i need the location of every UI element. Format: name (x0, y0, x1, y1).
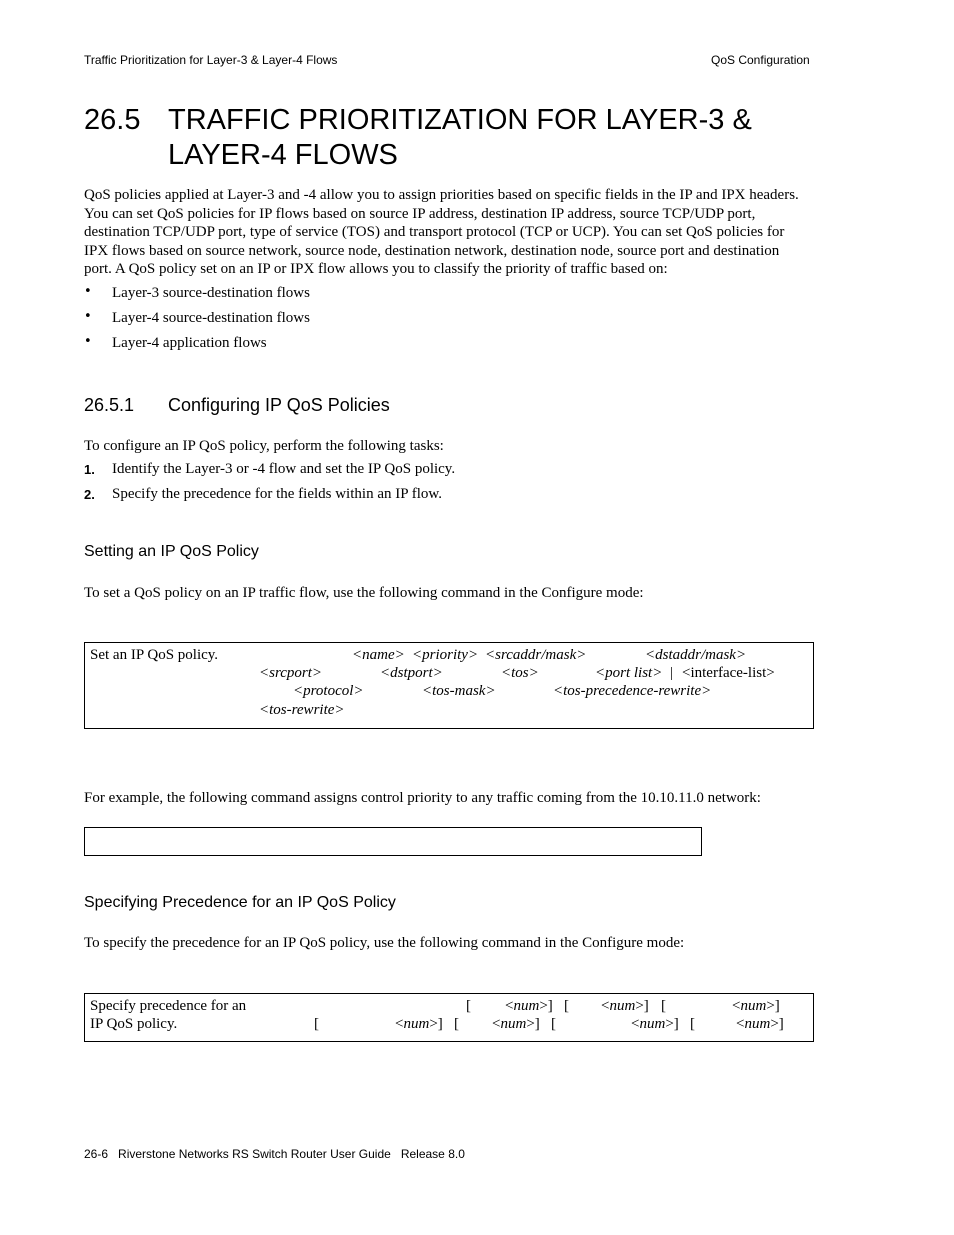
footer (84, 1147, 465, 1161)
footer-release: Release 8.0 (400, 1147, 465, 1161)
param-num-group: <num>] (631, 1016, 679, 1032)
running-header-left: Traffic Prioritization for Layer-3 & Layer-4 Flows (84, 53, 338, 67)
param-tos-mask: <tos-mask> (422, 683, 496, 699)
param-tos: <tos> (501, 665, 539, 681)
footer-page-number: 26-6 (84, 1147, 109, 1161)
bracket-open: [ (314, 1016, 319, 1032)
intro-paragraph (84, 186, 814, 279)
step-text: Specify the precedence for the fields within an IP flow. (112, 486, 443, 502)
intro-line: You can set QoS policies for IP flows based on source IP address, destination IP address, source TCP/UDP port, (84, 205, 756, 222)
intro-line: QoS policies applied at Layer-3 and -4 allow you to assign priorities based on specific fields in the IP and IPX headers. (84, 187, 799, 203)
bullet-item: Layer-4 source-destination flows (112, 310, 310, 326)
example-command-box (84, 827, 702, 856)
param-srcaddr: <srcaddr/mask> (485, 647, 587, 663)
command-table-precedence (84, 993, 814, 1042)
bracket-open: [ (564, 998, 569, 1014)
param-num-group: <num>] (505, 998, 553, 1014)
example-intro: For example, the following command assigns control priority to any traffic coming from the 10.10.11.0 network: (84, 790, 761, 806)
intro-line: port. A QoS policy set on an IP or IPX flow allows you to classify the priority of traffic based on: (84, 261, 668, 278)
bracket-open: [ (466, 998, 471, 1014)
param-tos-precedence-rewrite: <tos-precedence-rewrite> (553, 683, 712, 699)
section-number: 26.5 (84, 104, 141, 136)
intro-line: destination TCP/UDP port, type of service (TOS) and transport protocol (TCP or UCP). You can set QoS policies for (84, 224, 785, 241)
subsection-title: Configuring IP QoS Policies (168, 395, 390, 415)
param-num-group: <num>] (395, 1016, 443, 1032)
param-num-group: <num>] (601, 998, 649, 1014)
command-description-line1: Specify precedence for an (90, 998, 247, 1014)
step-number: 2. (84, 487, 95, 502)
bullet-dot-icon: • (84, 309, 92, 324)
command-description: Set an IP QoS policy. (90, 647, 219, 663)
step-number: 1. (84, 462, 95, 477)
param-name: <name> (352, 647, 405, 663)
setting-intro: To set a QoS policy on an IP traffic flow, use the following command in the Configure mode: (84, 585, 644, 601)
command-description-line2: IP QoS policy. (90, 1016, 178, 1032)
bullet-dot-icon: • (84, 284, 92, 299)
section-title-line1: TRAFFIC PRIORITIZATION FOR LAYER-3 & (168, 104, 752, 136)
param-num-group: <num>] (736, 1016, 784, 1032)
param-num-group: <num>] (732, 998, 780, 1014)
precedence-heading: Specifying Precedence for an IP QoS Policy (84, 894, 396, 911)
param-dstaddr: <dstaddr/mask> (645, 647, 747, 663)
param-port-list: <port list> (595, 665, 663, 681)
param-priority: <priority> (412, 647, 479, 663)
param-tos-rewrite: <tos-rewrite> (259, 702, 345, 718)
bullet-dot-icon: • (84, 334, 92, 349)
setting-heading: Setting an IP QoS Policy (84, 543, 259, 560)
bracket-open: [ (551, 1016, 556, 1032)
param-num-group: <num>] (492, 1016, 540, 1032)
running-header-right: QoS Configuration (711, 53, 810, 67)
intro-line: IPX flows based on source network, source node, destination network, destination node, source port and destination (84, 242, 780, 259)
step-text: Identify the Layer-3 or -4 flow and set the IP QoS policy. (112, 461, 456, 477)
section-title-line2: LAYER-4 FLOWS (168, 139, 398, 171)
subsection-intro: To configure an IP QoS policy, perform the following tasks: (84, 438, 444, 454)
command-table-set-policy (84, 642, 814, 729)
bullet-item: Layer-3 source-destination flows (112, 285, 310, 301)
param-srcport: <srcport> (259, 665, 323, 681)
pipe-separator: | (670, 665, 674, 681)
precedence-intro: To specify the precedence for an IP QoS policy, use the following command in the Configure mode: (84, 935, 685, 951)
subsection-number: 26.5.1 (84, 395, 135, 415)
param-dstport: <dstport> (380, 665, 443, 681)
bracket-open: [ (690, 1016, 695, 1032)
bracket-open: [ (454, 1016, 459, 1032)
param-interface-list: <interface-list> (682, 665, 775, 681)
footer-guide-title: Riverstone Networks RS Switch Router User Guide (118, 1147, 391, 1161)
bracket-open: [ (661, 998, 666, 1014)
bullet-item: Layer-4 application flows (112, 335, 267, 351)
param-protocol: <protocol> (293, 683, 364, 699)
